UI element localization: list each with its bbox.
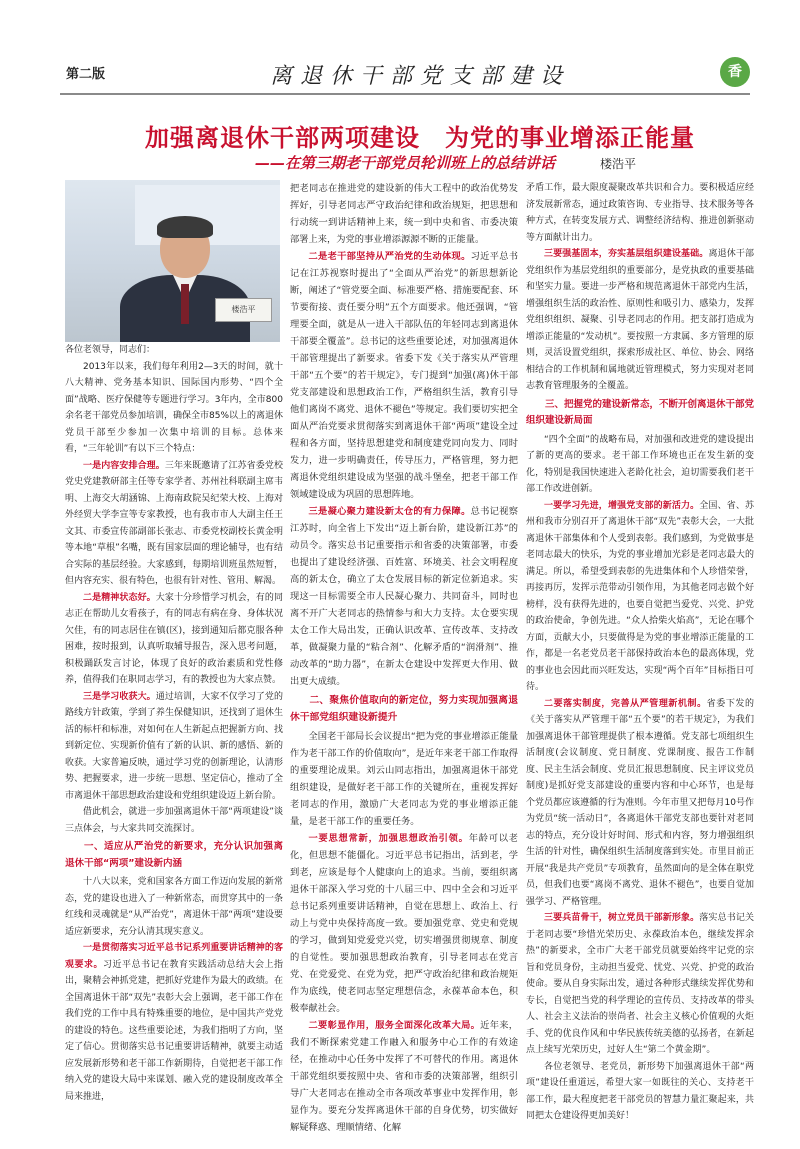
paragraph: 十八大以来，党和国家各方面工作迈向发展的新常态，党的建设也进入了一种新常态，而贯穿其中的一条红线和灵魂就是“从严治党”，离退休干部“两项”建设要适应新要求，充分认清其现实意义。 <box>65 877 283 937</box>
paragraph: 借此机会，就进一步加强离退休干部“两项建设”谈三点体会，与大家共同交流探讨。 <box>65 807 283 834</box>
speaker-photo <box>65 180 280 342</box>
paragraph-lead: 三是凝心聚力建设新太仓的有力保障。 <box>308 506 471 517</box>
paragraph <box>290 1017 518 1136</box>
paragraph-lead: 二要彰显作用，服务全面深化改革大局。 <box>308 1020 481 1031</box>
paragraph <box>290 830 518 1017</box>
section-title: 离退休干部党支部建设 <box>270 64 571 89</box>
paragraph: 全国老干部局长会议提出“把为党的事业增添正能量作为老干部工作的价值取向”，是近年来老干部工作取得的重要理论成果。刘云山同志指出，加强离退休干部党组织建设，是做好老干部工作的关键所在，重视发挥好老同志的作用，激励广大老同志为党的事业增添正能量，是老干部工作的重要任务。 <box>290 731 518 827</box>
paragraph: 把老同志在推进党的建设新的伟大工程中的政治优势发挥好，引导老同志严守政治纪律和政治规矩，把思想和行动统一到讲话精神上来，统一到中央和省、市委决策部署上来，为党的事业增添源源不断的正能量。 <box>290 183 518 245</box>
paragraph-text: 年龄可以老化，但思想不能僵化。习近平总书记指出，活到老，学到老，应该是每个人健康向上的追求。当前，要组织离退休干部深入学习党的十八届三中、四中全会和习近平总书记系列重要讲话精神，自觉在思想上、政治上、行动上与党中央保持高度一致。要加强党章、党史和党规的学习，做到知党爱党兴党，切实增强贯彻规章、制度的自觉性。要加强思想政治教育，引导老同志在党言党、在党爱党、在党为党，把严守政治纪律和政治规矩作为底线，使老同志坚定理想信念，永葆革命本色，积极奉献社会。 <box>290 833 519 1014</box>
section-heading: 三、把握党的建设新常态，不断开创离退休干部党组织建设新局面 <box>526 398 755 426</box>
edition-label: 第二版 <box>66 67 106 82</box>
paragraph-text: 大家十分珍惜学习机会，有的同志正在帮助儿女看孩子，有的同志有病在身、身体状况欠佳，有的同志居住在镇(区)，接到通知后都克服各种困难，按时报到，认真听取辅导报告，深入思考问题，积极踊跃发言讨论，体现了良好的政治素质和党性修养，值得我们在职同志学习，有的教授也为大家点赞。 <box>65 592 283 685</box>
article-author: 楼浩平 <box>600 157 637 171</box>
paragraph-text: 省委下发的《关于落实从严管理干部“五个要”的若干规定》，为我们加强离退休干部管理提供了根本遵循。党支部七项组织生活制度(会议制度、党日制度、党课制度、报告工作制度、民主生活会制度、党员汇报思想制度、民主评议党员制度)是抓好党支部建设的重要内容和中心环节，也是每个党员都应该遵循的行为准则。今年市里又把每月10号作为党员“统一活动日”，各离退休干部党支部也要针对老同志的特点，充分设计好时间、形式和内容，努力增强组织生活的针对性，确保组织生活制度落到实处。市里目前正开展“我是共产党员”专项教育，虽然面向的是全体在职党员，但我们也要“离岗不离党、退休不褪色”，也要自觉加强学习、严格管理。 <box>526 698 754 907</box>
paragraph <box>526 246 754 395</box>
paragraph-text: 总书记视察江苏时，向全省上下发出“迈上新台阶，建设新江苏”的动员令。落实总书记重要指示和省委的决策部署，市委也提出了建设经济强、百姓富、环境美、社会文明程度高的新太仓，确立了太仓发展目标的新定位新追求。实现这一目标需要全市人民凝心聚力、共同奋斗，同时也离不开广大老同志的热情参与和大力支持。太仓要实现太仓工作大局出发，正确认识改革、宣传改革、支持改革，做凝聚力量的“粘合剂”、化解矛盾的“润滑剂”、推动改革的“助力器”，在新太仓建设中发挥更大作用、做出更大成绩。 <box>290 506 519 687</box>
section-heading: 二、聚焦价值取向的新定位，努力实现加强离退休干部党组织建设新提升 <box>290 695 518 723</box>
paragraph-lead: 一要思想常新，加强思想政治引领。 <box>308 833 469 844</box>
paragraph: 矛盾工作，最大限度凝聚改革共识和合力。要积极适应经济发展新常态，通过政策咨询、专业指导、技术服务等各种方式，在转变发展方式、调整经济结构、推进创新驱动等方面献计出力。 <box>526 183 754 243</box>
paragraph: 各位老领导，同志们： <box>65 345 156 355</box>
paragraph <box>290 503 518 690</box>
paragraph-text: 三年来既邀请了江苏省委党校党史党建教研部主任等专家学者、苏州社科联副主席韦明、上海交大胡涵锦、上海南政院吴纪荣大校、上海对外经贸大学李宣等专家教授，也有我市市人大副主任王文其、市委宣传部副部长张志、市委党校副校长黄金明等本地“草根”名嘴，既有国家层面的理论辅导，也有结合实际的基层经验。大家感到，每期培训班虽然短暂，但内容充实、很有特色，也很有针对性、管用、解渴。 <box>65 460 283 586</box>
photo-speaker-hair <box>157 216 213 238</box>
article-title: 加强离退休干部两项建设 为党的事业增添正能量 <box>145 124 695 152</box>
paragraph-text: 习近平总书记在江苏视察时提出了“全面从严治党”的新思想新论断，阐述了“管党要全面、标准要严格、措施要配套、环节要衔接、责任要分明”五个方面要求。他还强调，“管理要全面，就是从一进入干部队伍的年轻同志到离退休干部要全覆盖”。总书记的这些重要论述，对加强离退休干部管理提出了新要求。省委下发《关于落实从严管理干部“五个要”的若干规定》，专门提到“加强(离)休干部党支部建设和思想政治工作，严格组织生活，教育引导他们离岗不离党、退休不褪色”等规定。我们要切实把全面从严治党要求贯彻落实到离退休干部“两项”建设全过程和各方面，坚持思想建党和制度建党同向发力、同时发力，进一步明确责任，传导压力，严格管理，努力把离退休党组织建设成为坚强的战斗堡垒，把老干部工作领域建设成为巩固的思想阵地。 <box>290 251 519 500</box>
paragraph <box>526 498 754 696</box>
section-heading: 一、适应从严治党的新要求，充分认识加强离退休干部“两项”建设新内涵 <box>65 841 283 869</box>
paragraph-lead: 二是老干部坚持从严治党的生动体现。 <box>308 251 471 262</box>
paragraph-text: 落实总书记关于老同志要“珍惜光荣历史、永葆政治本色，继续发挥余热”的新要求，全市广大老干部党员就要始终牢记党的宗旨和党员身份，主动担当爱党、忧党、兴党、护党的政治使命。要从自身实际出发，通过各种形式继续发挥优势和专长，自觉把当党的科学理论的宣传员、支持改革的带头人、社会主义法治的崇尚者、社会主义核心价值观的火炬手、党的优良作风和中华民族传统美德的弘扬者，在新起点上续写光荣历史，过好人生“第二个黄金期”。 <box>526 913 754 1055</box>
paragraph <box>65 689 283 805</box>
paragraph-lead: 三是学习收获大。 <box>83 691 156 702</box>
paragraph <box>65 590 283 689</box>
paragraph <box>65 940 283 1105</box>
paragraph <box>290 248 518 503</box>
paragraph-lead: 一是贯彻落实习近平总书记系列重要讲话精神的客观要求。 <box>65 943 283 970</box>
article-subtitle: ——在第三期老干部党员轮训班上的总结讲话 <box>255 154 556 172</box>
paragraph-text: 通过培训，大家不仅学习了党的路线方针政策，学到了养生保健知识，还找到了退休生活的标杆和标准，对如何在人生新起点把握新方向、找到新定位、实现新价值有了新的认识、新的感悟、新的收获。大家普遍反映，通过学习党的创新理论，认清形势、把握要求，进一步统一思想、坚定信心，推动了全市离退休干部思想政治建设和党组织建设迈上新台阶。 <box>65 691 283 801</box>
paragraph: 2013年以来，我们每年利用2—3天的时间，就十八大精神、党务基本知识、国际国内形势、“四个全面”战略、医疗保健等专题进行学习。3年内，全市800余名老干部党员参加培训，确保全市85%以上的离退休党员干部至少参加一次集中培训的目标。总体来看，“三年轮训”有以下三个特点： <box>65 361 284 454</box>
paragraph <box>526 910 754 1059</box>
paragraph-lead: 二要落实制度，完善从严管理新机制。 <box>544 698 707 709</box>
paragraph-text: 近年来，我们不断探索党建工作融入和服务中心工作的有效途径，在推动中心任务中发挥了不可替代的作用。离退休干部党组织要按照中央、省和市委的决策部署，组织引导广大老同志在推动全市各项改革事业中发挥作用，彰显作为。要充分发挥离退休干部的自身优势，切实做好解疑释惑、理顺情绪、化解 <box>290 1020 519 1133</box>
paragraph-lead: 二是精神状态好。 <box>83 592 156 603</box>
paragraph-lead: 一是内容安排合理。 <box>83 460 165 471</box>
photo-name-placard: 楼浩平 <box>215 298 272 322</box>
paragraph <box>65 458 283 590</box>
paragraph-lead: 一要学习先进，增强党支部的新活力。 <box>544 500 700 511</box>
paragraph-lead: 三要强基固本，夯实基层组织建设基础。 <box>544 249 709 259</box>
paragraph <box>526 696 754 911</box>
paragraph-lead: 三要兵苗骨干，树立党员干部新形象。 <box>544 913 700 923</box>
photo-tie <box>181 284 189 324</box>
article-column-3 <box>526 180 754 1125</box>
paragraph: “四个全面”的战略布局，对加强和改进党的建设提出了新的更高的要求。老干部工作环境也正在发生新的变化，特别是我国快速进入老龄化社会，迫切需要我们老干部工作改进创新。 <box>526 434 754 494</box>
page-header <box>60 55 750 95</box>
logo-icon: 香 <box>720 57 750 87</box>
article-column-2 <box>290 180 518 1136</box>
paragraph-text: 全国、省、苏州和我市分别召开了离退休干部“双先”表彰大会，一大批离退休干部集体和个人受到表彰。我们感到，为党做事是老同志最大的快乐，为党的事业增加光彩是老同志最大的满足。所以，希望受到表彰的先进集体和个人珍惜荣誉，再接再厉，发挥示范带动引领作用，为其他老同志做个好榜样，没有获得先进的，也要自觉把当爱党、兴党、护党的政治使命，争创先进。“众人拾柴火焰高”，无论在哪个方面，贡献大小，只要做得是为党的事业增添正能量的工作，都是一名老党员老干部保持政治本色的最高体现，党的事业也会因此而兴旺发达，实现“两个百年”目标指日可待。 <box>526 500 754 692</box>
article-column-1 <box>65 342 283 1105</box>
paragraph-text: 离退休干部党组织作为基层党组织的重要部分，是党执政的重要基础和坚实力量。要进一步严格和规范离退休干部党内生活，增强组织生活的政治性、原则性和吸引力、感染力，发挥党组织组织、凝聚、引导老同志的作用。把支部打造成为增添正能量的“发动机”。要按照一方隶属、多方管理的原则，灵活设置党组织，探索形成社区、单位、协会、网络相结合的工作机制和属地就近管理模式，努力实现对老同志教育管理服务的全覆盖。 <box>526 249 754 391</box>
paragraph: 各位老领导、老党员，新形势下加强离退休干部“两项”建设任重道远，希望大家一如既往的关心、支持老干部工作，最大程度把老干部党员的智慧力量汇聚起来，共同把太仓建设得更加美好！ <box>526 1061 754 1121</box>
paragraph-text: 习近平总书记在教育实践活动总结大会上指出，聚精会神抓党建，把抓好党建作为最大的政绩。在全国离退休干部“双先”表彰大会上强调，老干部工作在我们党的工作中具有特殊重要的地位，是中国共产党党的建设的特色。这些重要论述，为我们指明了方向，坚定了信心。贯彻落实总书记重要讲话精神，就要主动适应发展新形势和老干部工作新期待，自觉把老干部工作纳入党的建设大局中来谋划、融入党的建设制度改革全局来推进， <box>65 959 283 1102</box>
